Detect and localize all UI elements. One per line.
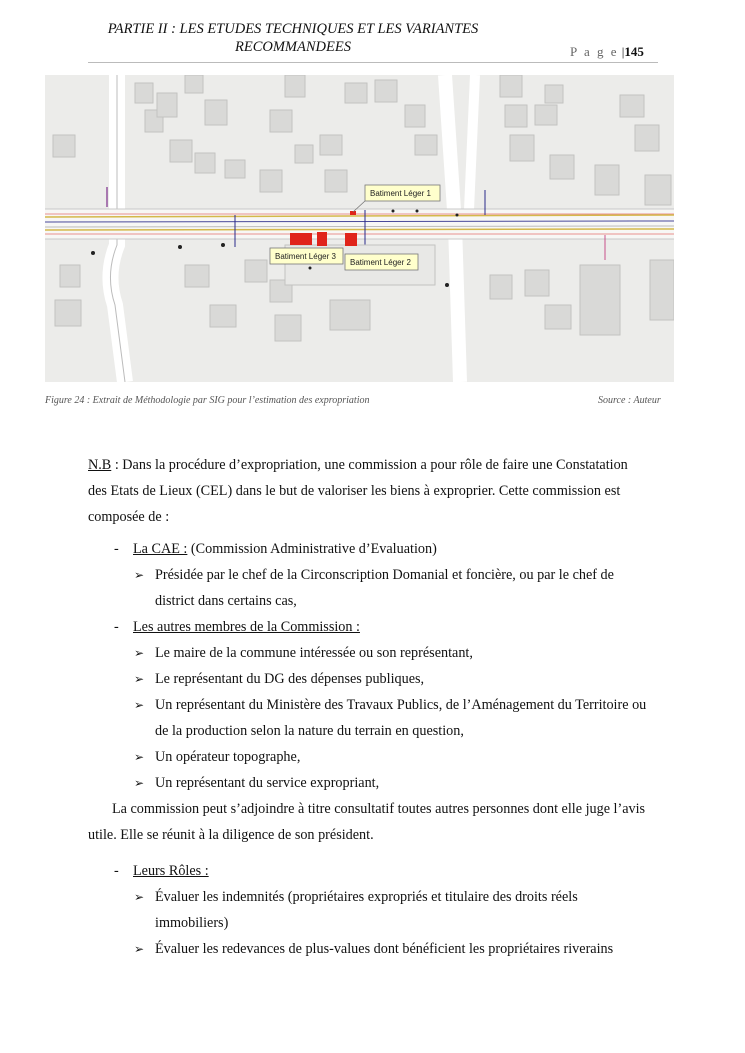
role-text: Évaluer les indemnités (propriétaires expropriés et titulaire des droits réels immobiliers): [155, 889, 578, 931]
document-body: [88, 452, 648, 962]
list-item: [88, 744, 648, 770]
cae-item-text: Présidée par le chef de la Circonscription Domanial et foncière, ou par le chef de district dans certains cas,: [155, 567, 614, 609]
list-item: [88, 936, 648, 962]
member-text: Le représentant du DG des dépenses publiques,: [155, 671, 425, 687]
gis-map-figure: [45, 75, 674, 382]
member-text: Un opérateur topographe,: [155, 749, 301, 765]
figure-source: Source : Auteur: [598, 395, 661, 406]
list-item: [88, 884, 648, 936]
page-label: P a g e: [570, 44, 619, 59]
header-title-line1: PARTIE II : LES ETUDES TECHNIQUES ET LES VARIANTES: [107, 21, 479, 37]
page-header-title: [58, 20, 528, 56]
arrow-bullet-icon: ➢: [134, 672, 145, 686]
figure-caption: Figure 24 : Extrait de Méthodologie par SIG pour l’estimation des expropriation: [45, 395, 370, 406]
list-item: [88, 562, 648, 614]
list-item: [88, 640, 648, 666]
arrow-bullet-icon: ➢: [134, 646, 145, 660]
page-number: 145: [624, 44, 644, 59]
arrow-bullet-icon: ➢: [134, 776, 145, 790]
list-item-roles: [88, 858, 648, 884]
page-number-block: [570, 44, 644, 60]
arrow-bullet-icon: ➢: [134, 750, 145, 764]
commission-paragraph: La commission peut s’adjoindre à titre consultatif toutes autres personnes dont elle juge l’avis utile. Elle se réunit à la diligence de son président.: [88, 801, 646, 843]
list-item: [88, 692, 648, 744]
member-text: Un représentant du Ministère des Travaux Publics, de l’Aménagement du Territoire ou de la production selon la nature du terrain en question,: [155, 697, 647, 739]
list-item-cae: [88, 536, 648, 562]
cae-text: (Commission Administrative d’Evaluation): [187, 541, 437, 557]
nb-paragraph: [88, 452, 648, 530]
role-text: Évaluer les redevances de plus-values dont bénéficient les propriétaires riverains: [155, 941, 614, 957]
page-separator: |: [621, 44, 625, 59]
nb-label: N.B: [88, 457, 112, 473]
list-item-others: [88, 614, 648, 640]
dash-bullet: -: [114, 863, 119, 879]
dash-bullet: -: [114, 541, 119, 557]
header-divider: [88, 62, 658, 63]
nb-text: : Dans la procédure d’expropriation, une commission a pour rôle de faire une Constatation des Etats de Lieux (CEL) dans le but de valoriser les biens à exproprier. Cette commission est composée de :: [88, 457, 628, 525]
arrow-bullet-icon: ➢: [134, 942, 145, 956]
dash-bullet: -: [114, 619, 119, 635]
roles-label: Leurs Rôles :: [133, 863, 209, 879]
member-text: Un représentant du service expropriant,: [155, 775, 380, 791]
header-title-line2: RECOMMANDEES: [235, 39, 351, 55]
map-label-batiment-2: Batiment Léger 2: [350, 258, 411, 267]
list-item: [88, 666, 648, 692]
others-label: Les autres membres de la Commission :: [133, 619, 360, 635]
map-label-batiment-3: Batiment Léger 3: [275, 252, 336, 261]
arrow-bullet-icon: ➢: [134, 890, 145, 904]
list-item: [88, 770, 648, 796]
map-label-batiment-1: Batiment Léger 1: [370, 189, 431, 198]
member-text: Le maire de la commune intéressée ou son représentant,: [155, 645, 473, 661]
arrow-bullet-icon: ➢: [134, 568, 145, 582]
arrow-bullet-icon: ➢: [134, 698, 145, 712]
cae-label: La CAE :: [133, 541, 188, 557]
